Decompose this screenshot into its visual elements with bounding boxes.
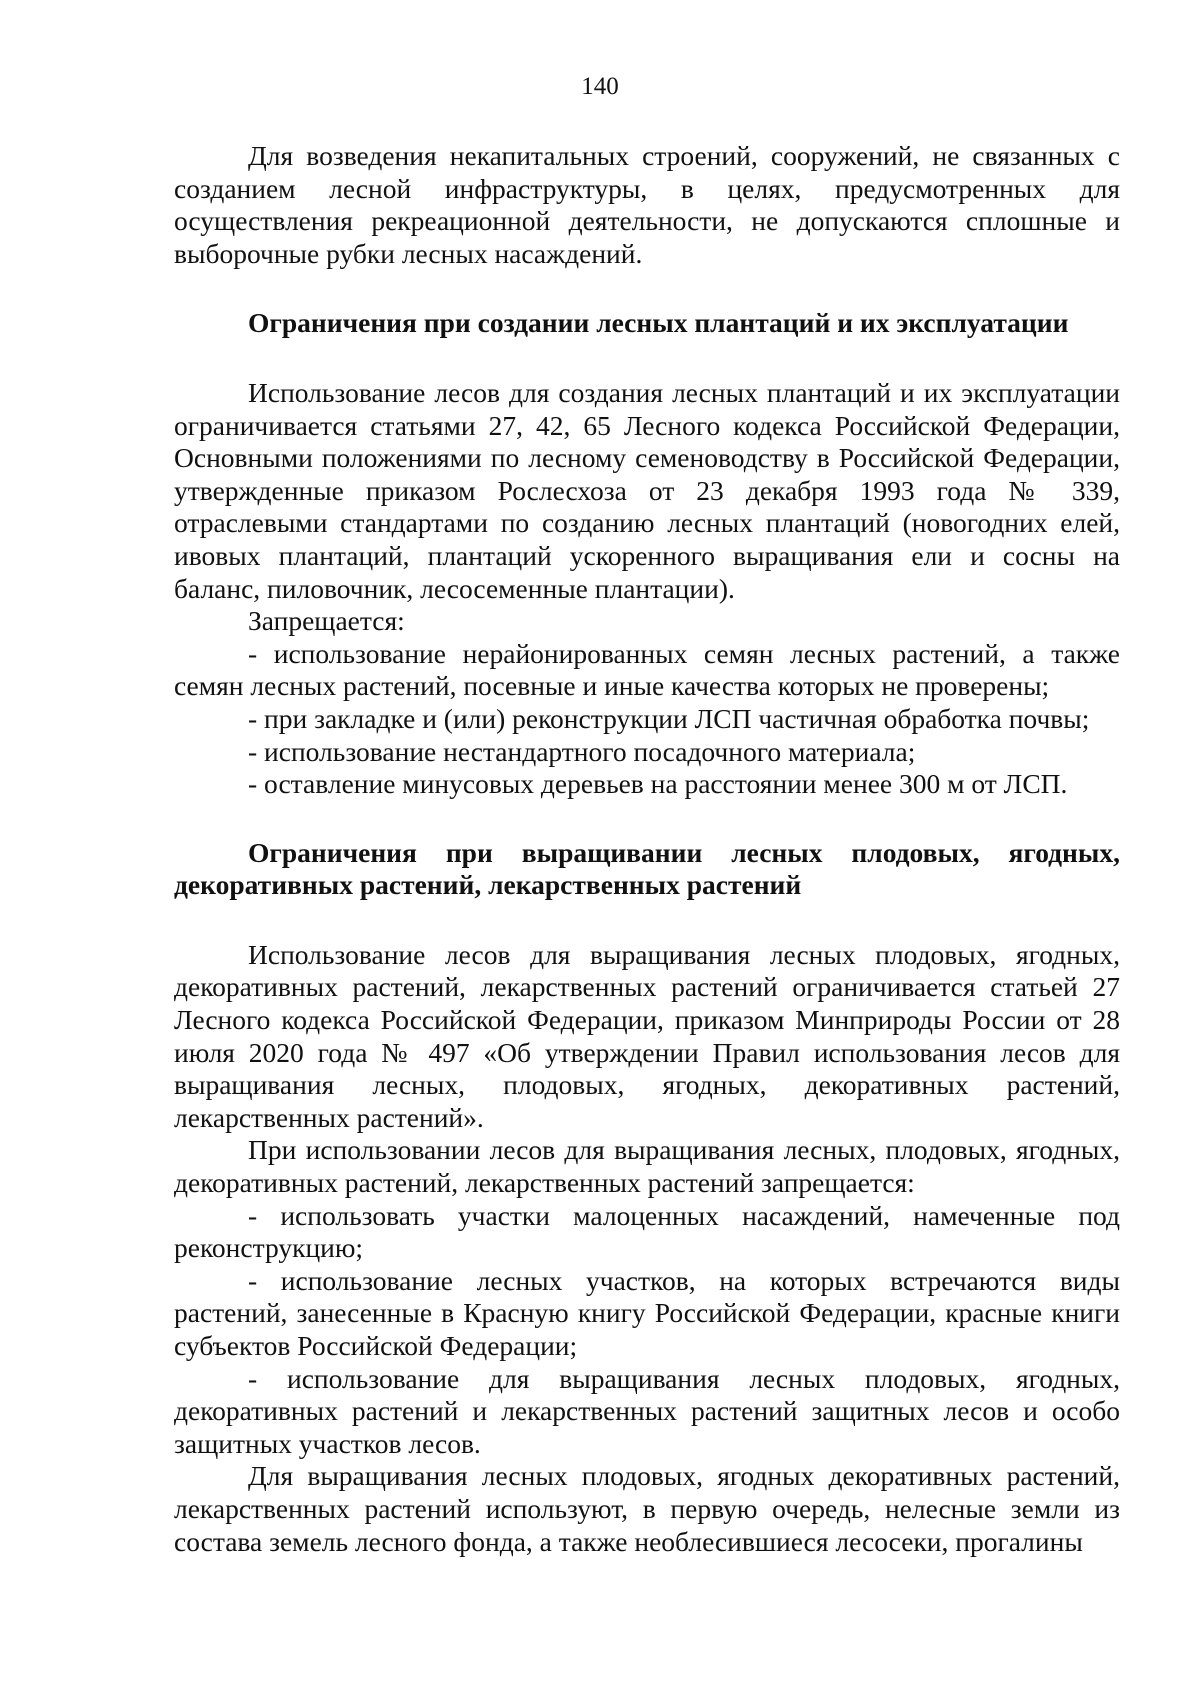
list-item: - при закладке и (или) реконструкции ЛСП частичная обработка почвы; [248,702,1090,734]
list-item: - использовать участки малоценных насаждений, намеченные под реконструкцию; [174,1199,1120,1264]
list-item: - использование нерайонированных семян лесных растений, а также семян лесных растений, посевные и иные качества которых не проверены; [174,637,1120,702]
list-item: - использование нестандартного посадочного материала; [248,735,916,767]
spacer [174,270,1120,307]
paragraph-prohibited-label: Запрещается: [248,605,405,637]
list-item: - использование лесных участков, на которых встречаются виды растений, занесенные в Красную книгу Российской Федерации, красные книги субъектов Российской Федерации; [174,1264,1120,1361]
spacer [174,902,1120,939]
paragraph-land-use: Для выращивания лесных плодовых, ягодных декоративных растений, лекарственных растений используют, в первую очередь, нелесные земли из состава земель лесного фонда, а также необлесившиеся лесосеки, прогалины [174,1460,1120,1557]
spacer [174,340,1120,377]
page-content [174,140,1120,1558]
paragraph-intro: Для возведения некапитальных строений, сооружений, не связанных с созданием лесной инфраструктуры, в целях, предусмотренных для осуществления рекреационной деятельности, не допускаются сплошные и выборочные рубки лесных насаждений. [174,140,1120,269]
list-item: - использование для выращивания лесных плодовых, ягодных, декоративных растений и лекарственных растений защитных лесов и особо защитных участков лесов. [174,1362,1120,1459]
page-number: 140 [581,73,619,100]
paragraph-cultivation-restrictions: Использование лесов для выращивания лесных плодовых, ягодных, декоративных растений, лекарственных растений ограничивается статьей 27 Лесного кодекса Российской Федерации, приказом Минприроды России от 28 июля 2020 года № 497 «Об утверждении Правил использования лесов для выращивания лесных, плодовых, ягодных, декоративных растений, лекарственных растений». [174,938,1120,1133]
section-heading-plantations: Ограничения при создании лесных плантаций и их эксплуатации [248,307,1069,339]
paragraph-plantations-restrictions: Использование лесов для создания лесных плантаций и их эксплуатации ограничивается статьями 27, 42, 65 Лесного кодекса Российской Федерации, Основными положениями по лесному семеноводству в Российской Федерации, утвержденные приказом Рослесхоза от 23 декабря 1993 года № 339, отраслевыми стандартами по созданию лесных плантаций (новогодних елей, ивовых плантаций, плантаций ускоренного выращивания ели и сосны на баланс, пиловочник, лесосеменные плантации). [174,376,1120,604]
spacer [174,801,1120,837]
section-heading-cultivation: Ограничения при выращивании лесных плодовых, ягодных, декоративных растений, лекарственных растений [174,836,1120,901]
paragraph-cultivation-prohibited: При использовании лесов для выращивания лесных, плодовых, ягодных, декоративных растений, лекарственных растений запрещается: [174,1134,1120,1199]
list-item: - оставление минусовых деревьев на расстоянии менее 300 м от ЛСП. [248,768,1068,800]
